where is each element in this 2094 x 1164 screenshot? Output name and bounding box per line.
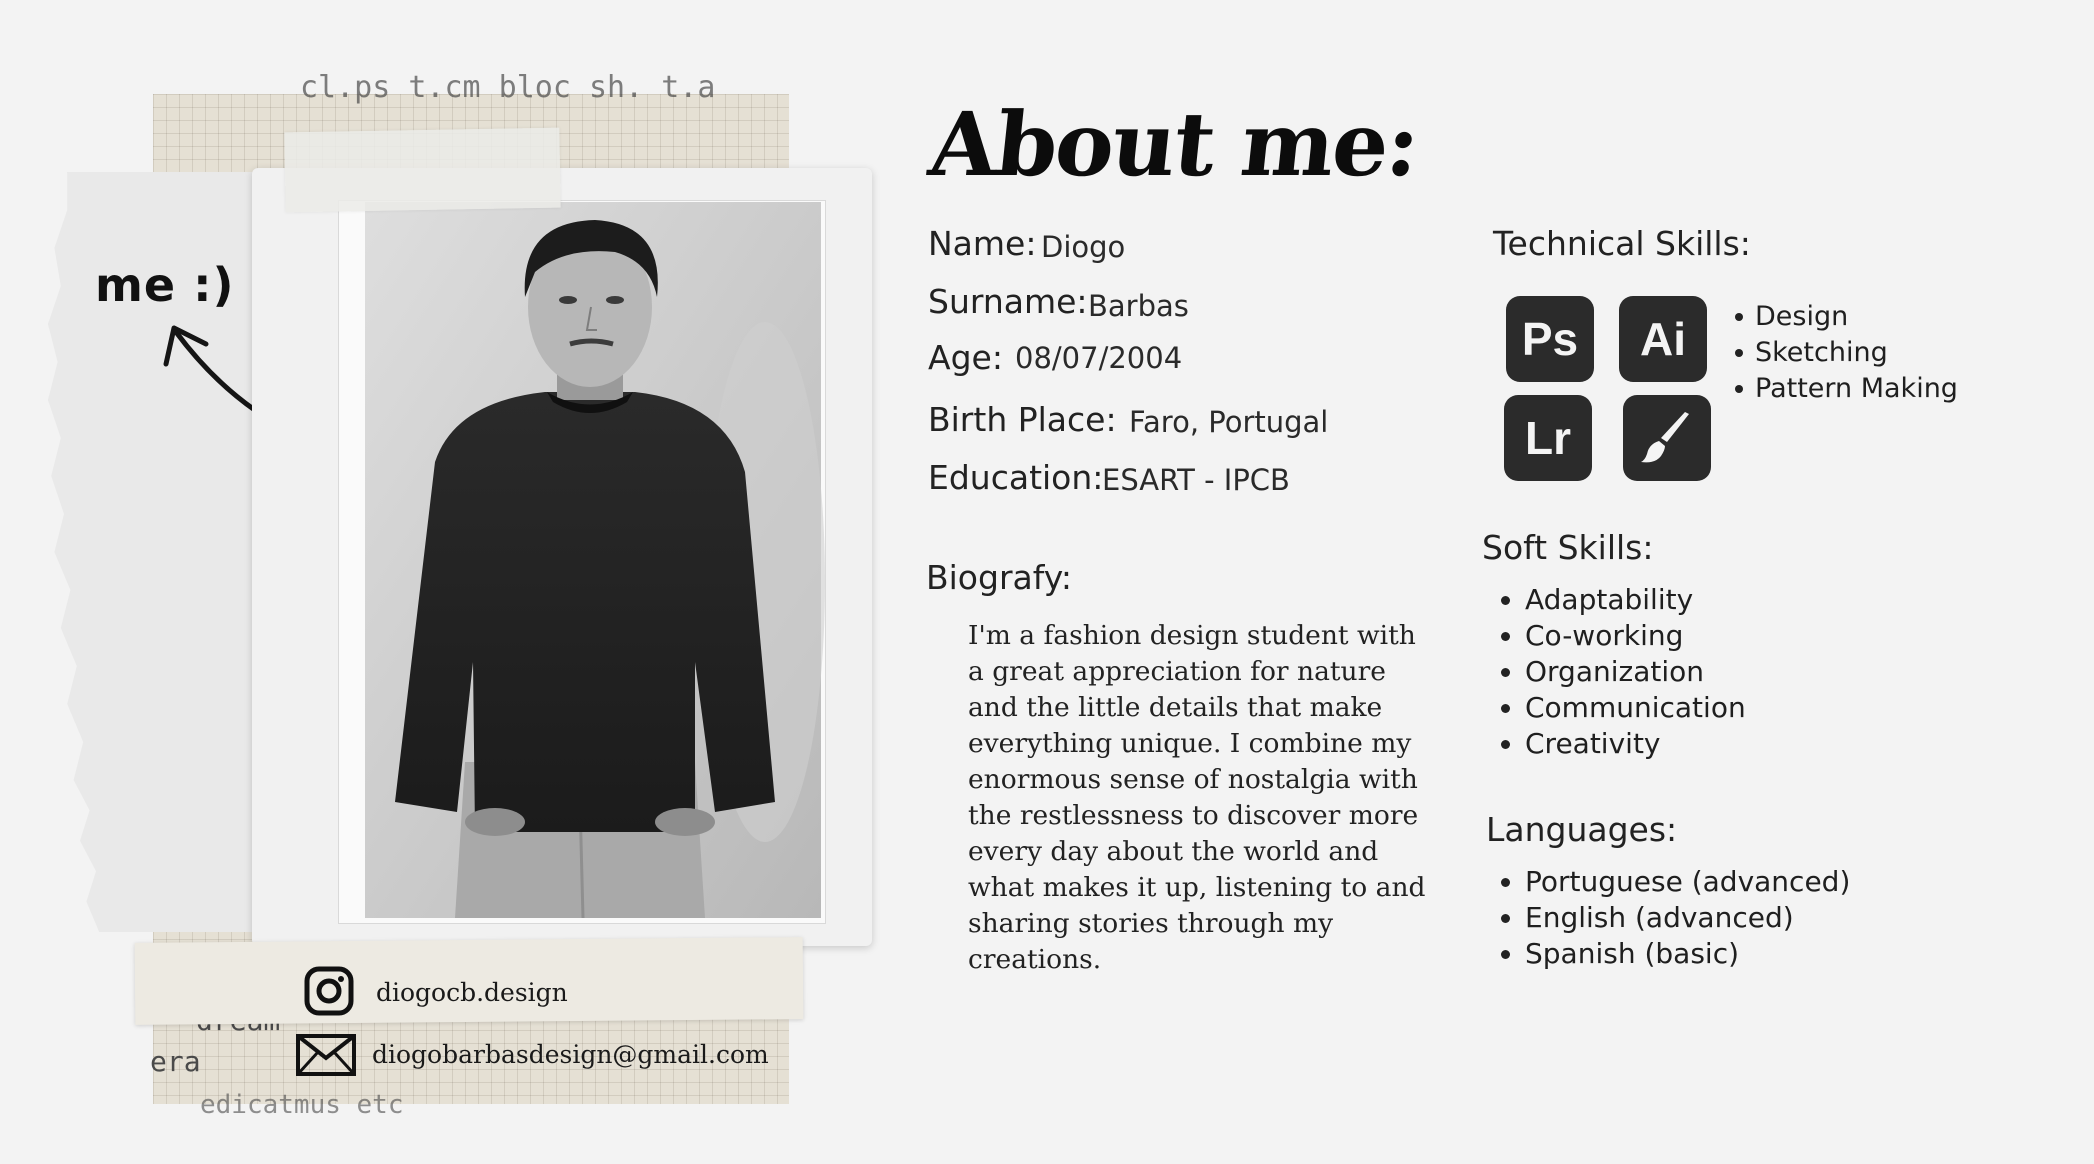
brush-icon xyxy=(1623,395,1711,481)
birthplace-label: Birth Place: xyxy=(928,400,1117,439)
biography-line: a great appreciation for nature xyxy=(968,656,1386,687)
biography-line: creations. xyxy=(968,944,1102,975)
languages-list xyxy=(1498,864,1850,972)
typewriter-fragment-side: era xyxy=(150,1045,201,1078)
email-address[interactable]: diogobarbasdesign@gmail.com xyxy=(372,1040,769,1069)
profile-photo xyxy=(365,202,821,918)
biography-line: I'm a fashion design student with xyxy=(968,620,1416,651)
tape-strip xyxy=(284,128,560,213)
list-item: Creativity xyxy=(1498,726,1746,762)
biography-line: every day about the world and xyxy=(968,836,1379,867)
soft-skills-heading: Soft Skills: xyxy=(1482,528,1654,567)
name-value: Diogo xyxy=(1041,230,1126,264)
brush-icon-glyph xyxy=(1637,408,1697,468)
photo-note: me :) xyxy=(95,258,235,312)
list-item: Portuguese (advanced) xyxy=(1498,864,1850,900)
technical-skills-list xyxy=(1733,299,1958,407)
soft-skills-list xyxy=(1498,582,1746,762)
list-item: Pattern Making xyxy=(1733,371,1958,407)
age-value: 08/07/2004 xyxy=(1015,341,1183,375)
biography-line: everything unique. I combine my xyxy=(968,728,1412,759)
list-item: Communication xyxy=(1498,690,1746,726)
list-item: Adaptability xyxy=(1498,582,1746,618)
biography-text xyxy=(968,618,1428,978)
education-label: Education: xyxy=(928,458,1104,497)
email-icon[interactable] xyxy=(296,1034,356,1076)
list-item: Design xyxy=(1733,299,1958,335)
list-item: Co-working xyxy=(1498,618,1746,654)
name-label: Name: xyxy=(928,224,1037,263)
age-label: Age: xyxy=(928,338,1003,377)
languages-heading: Languages: xyxy=(1486,810,1678,849)
surname-value: Barbas xyxy=(1088,289,1189,323)
birthplace-value: Faro, Portugal xyxy=(1129,405,1329,439)
list-item: Spanish (basic) xyxy=(1498,936,1850,972)
photoshop-icon: Ps xyxy=(1506,296,1594,382)
biography-line: sharing stories through my xyxy=(968,908,1334,939)
instagram-icon[interactable] xyxy=(304,966,354,1016)
person-illustration xyxy=(365,202,821,918)
biography-heading: Biografy: xyxy=(926,558,1073,597)
education-value: ESART - IPCB xyxy=(1102,463,1290,497)
biography-line: enormous sense of nostalgia with xyxy=(968,764,1418,795)
typewriter-fragment-top: cl.ps t.cm bloc sh. t.a xyxy=(300,70,716,105)
typewriter-fragment-bottom: edicatmus etc xyxy=(200,1090,404,1120)
list-item: English (advanced) xyxy=(1498,900,1850,936)
list-item: Organization xyxy=(1498,654,1746,690)
page-title: About me: xyxy=(924,92,1423,196)
biography-line: the restlessness to discover more xyxy=(968,800,1419,831)
technical-skills-heading: Technical Skills: xyxy=(1493,224,1751,263)
lightroom-icon: Lr xyxy=(1504,395,1592,481)
instagram-handle[interactable]: diogocb.design xyxy=(376,978,568,1007)
surname-label: Surname: xyxy=(928,282,1088,321)
biography-line: what makes it up, listening to and xyxy=(968,872,1426,903)
list-item: Sketching xyxy=(1733,335,1958,371)
illustrator-icon: Ai xyxy=(1619,296,1707,382)
biography-line: and the little details that make xyxy=(968,692,1383,723)
